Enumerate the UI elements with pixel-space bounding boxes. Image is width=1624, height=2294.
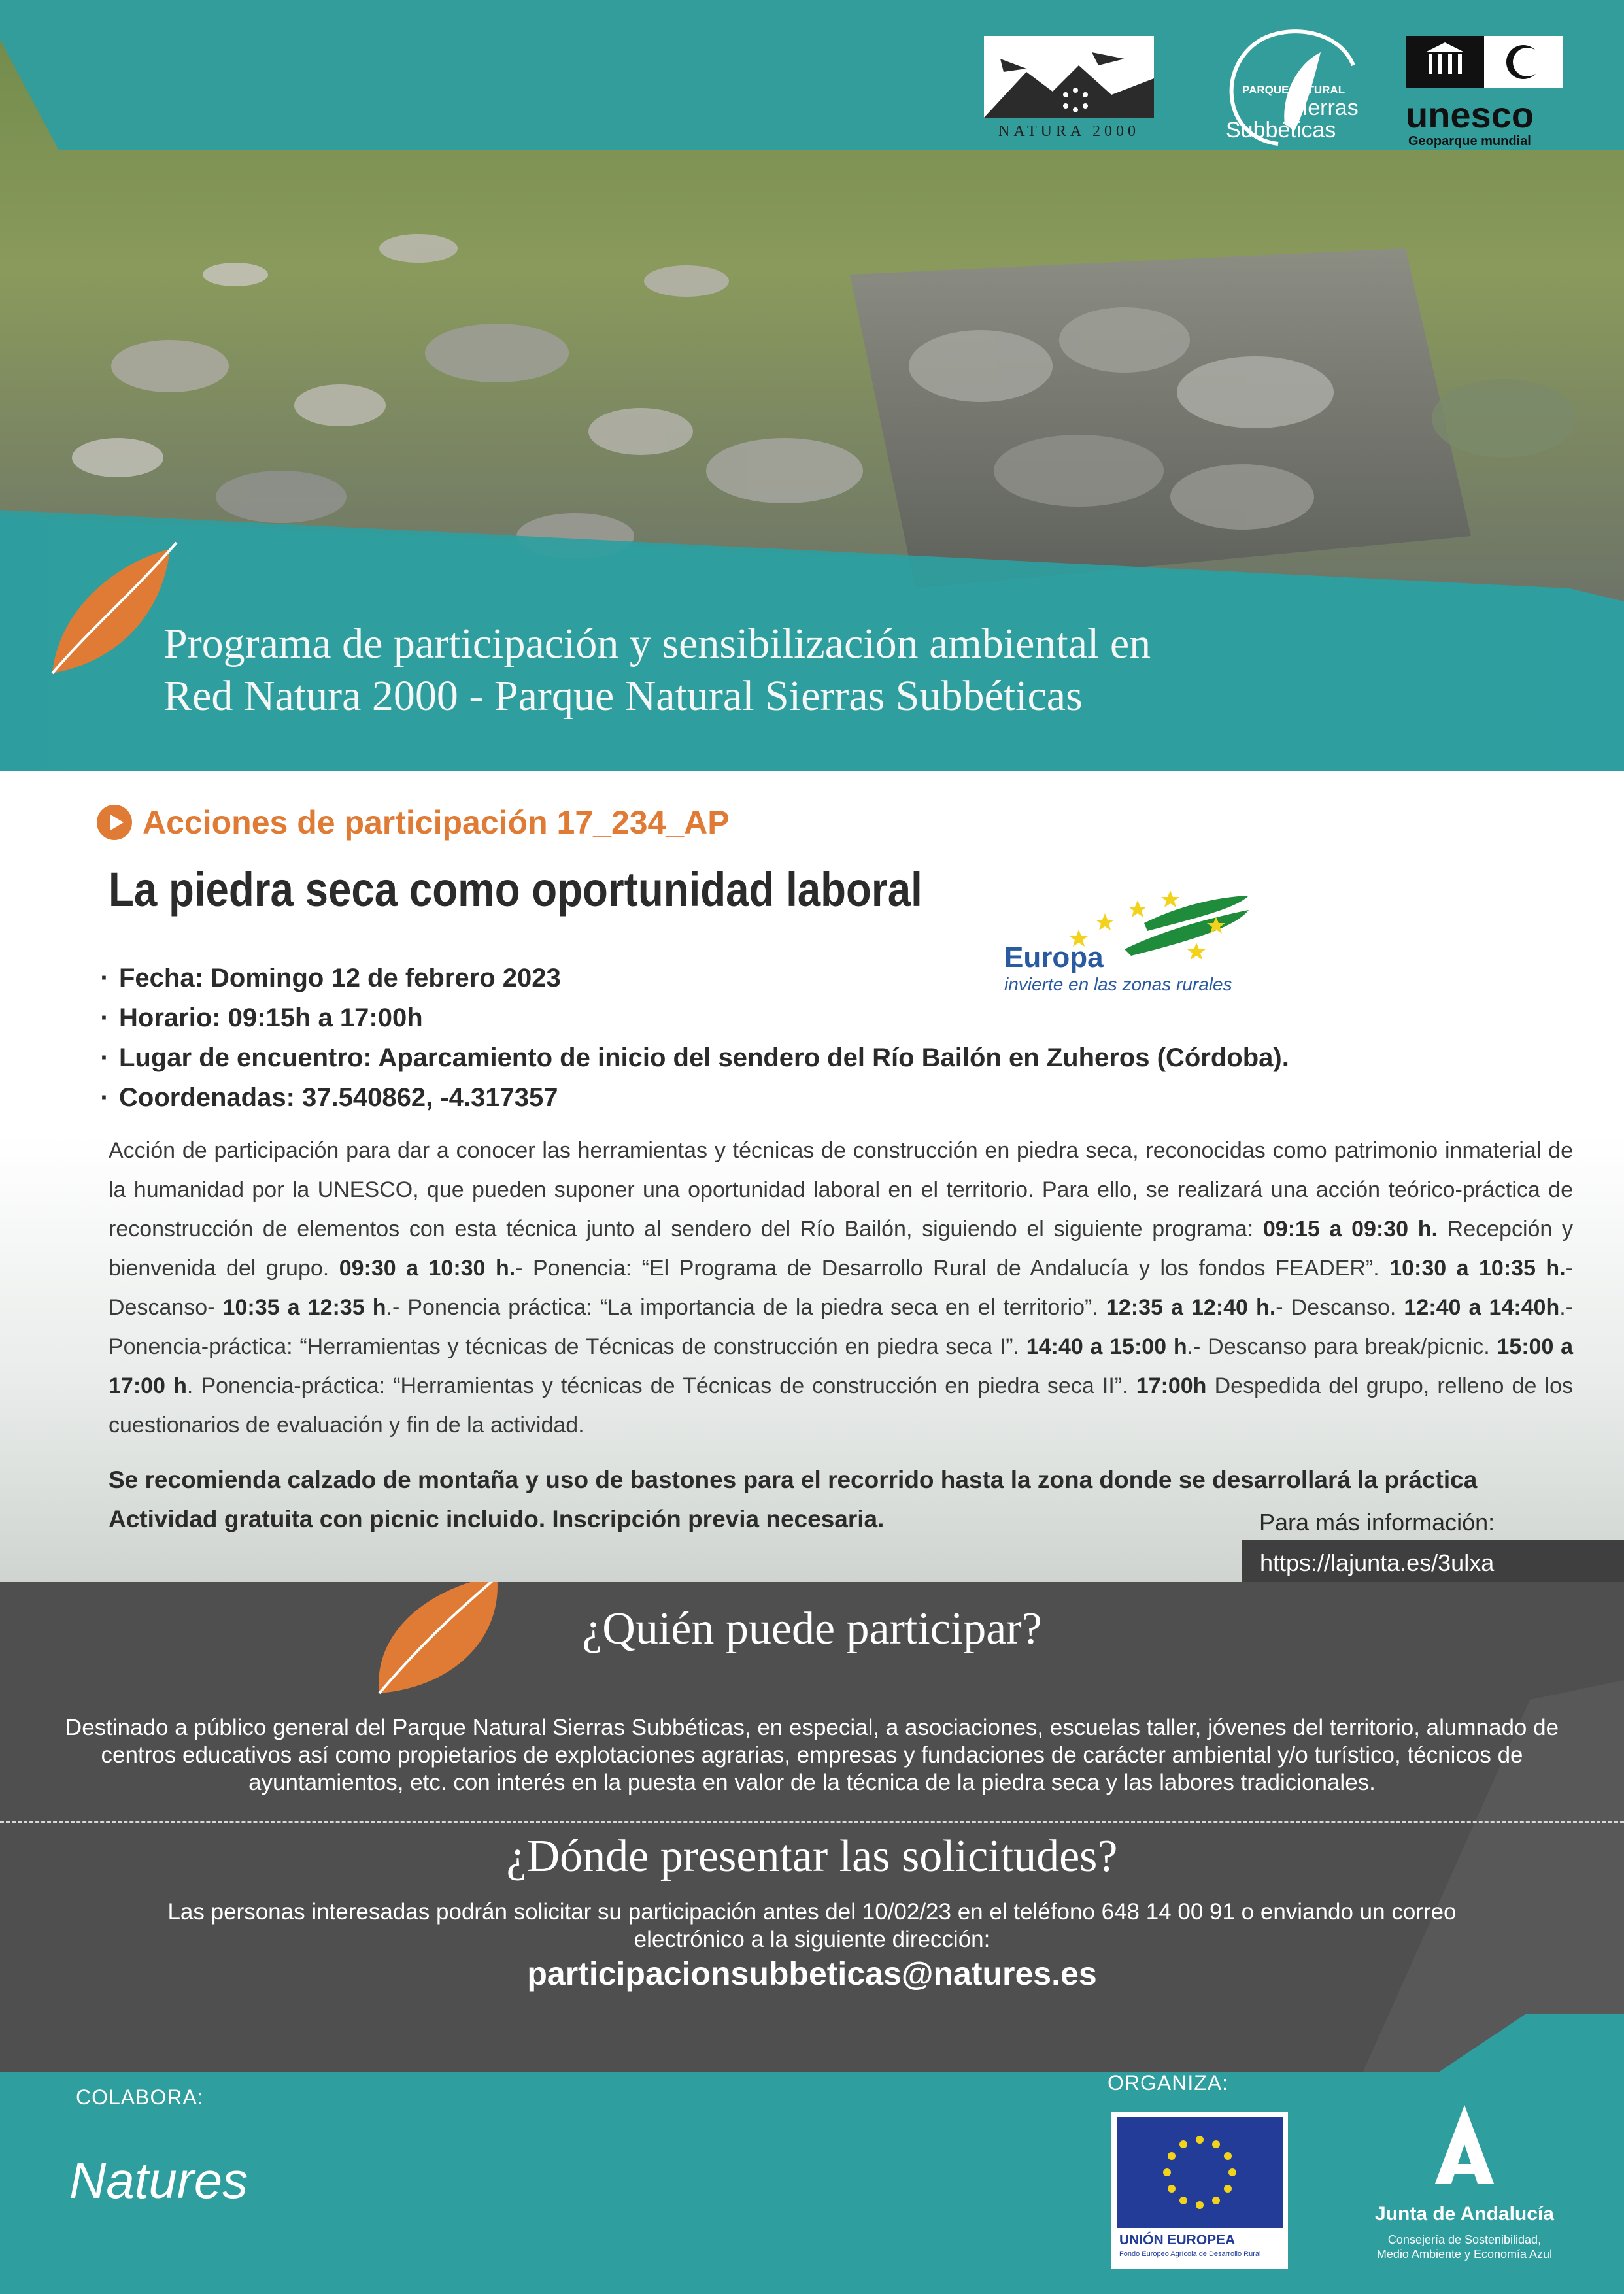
program-title	[163, 618, 1569, 722]
program-title-line1: Programa de participación y sensibilización ambiental en	[163, 620, 1151, 667]
bullet: ·	[100, 964, 109, 992]
more-info-url-band	[1242, 1540, 1624, 1586]
footer-edge	[0, 2014, 1624, 2092]
eu-flag-icon	[1117, 2117, 1283, 2228]
schedule-time: 12:35 a 12:40 h.	[1106, 1295, 1276, 1320]
section-heading-text: Acciones de participación 17_234_AP	[143, 804, 730, 841]
detail-schedule: · Horario: 09:15h a 17:00h	[98, 998, 1289, 1038]
junta-andalucia-logo: Junta de Andalucía Consejería de Sostenibilidad, Medio Ambiente y Economía Azul	[1353, 2099, 1576, 2269]
natures-logo: Natures	[69, 2151, 248, 2209]
play-icon	[97, 805, 132, 840]
dry-stone-wall	[850, 248, 1471, 588]
description-text: Despedida del grupo, relleno de los cuestionarios de evaluación y fin de la actividad.	[109, 1374, 1573, 1438]
colabora-label: COLABORA:	[76, 2085, 204, 2109]
who-text: Destinado a público general del Parque Natural Sierras Subbéticas, en especial, a asociaciones, escuelas taller, jóvenes del territorio, alumnado de centros educativos así como propietarios de explotaciones agrarias, empresas y fundaciones de carácter ambiental y/o turístico, técnicos de ayuntamientos, etc. con interés en la puesta en valor de la técnica de la piedra seca y las labores tradicionales.	[65, 1715, 1559, 1795]
schedule-time: 12:40 a 14:40h	[1404, 1295, 1560, 1320]
where-title: ¿Dónde presentar las solicitudes?	[506, 1831, 1118, 1881]
bullet: ·	[100, 1004, 109, 1032]
detail-date: · Fecha: Domingo 12 de febrero 2023	[98, 958, 1289, 998]
description-text: .- Descanso para break/picnic.	[1187, 1334, 1497, 1359]
bullet: ·	[100, 1083, 109, 1112]
section-heading	[97, 803, 730, 842]
free-activity-note: Actividad gratuita con picnic incluido. Inscripción previa necesaria.	[109, 1506, 885, 1532]
description-text: - Descanso.	[1276, 1295, 1404, 1320]
description-text: - Ponencia: “El Programa de Desarrollo Rural de Andalucía y los fondos FEADER”.	[515, 1256, 1390, 1281]
schedule-time: 17:00h	[1136, 1374, 1207, 1398]
detail-meeting-point: · Lugar de encuentro: Aparcamiento de inicio del sendero del Río Bailón en Zuheros (Córdoba).	[98, 1038, 1289, 1078]
unesco-logo: unesco Geoparque mundial	[1406, 36, 1569, 154]
parque-natural-logo: PARQUE NATURAL Sierras Subbéticas	[1216, 26, 1366, 150]
bullet: ·	[100, 1043, 109, 1072]
natura2000-logo: NATURA 2000	[981, 33, 1157, 144]
where-text: Las personas interesadas podrán solicitar su participación antes del 10/02/23 en el teléfono 648 14 00 91 o enviando un correo electrónico a la siguiente dirección:	[167, 1899, 1457, 1952]
eu-feader-logo: UNIÓN EUROPEA Fondo Europeo Agrícola de Desarrollo Rural	[1111, 2112, 1288, 2269]
schedule-time: 10:30 a 10:35 h.	[1389, 1256, 1566, 1281]
logo-band	[0, 0, 1624, 150]
description-text: .- Ponencia-práctica: “Herramientas y técnicas de Técnicas de construcción en piedra seca I”.	[109, 1295, 1573, 1359]
schedule-time: 09:15 a 09:30 h.	[1262, 1217, 1438, 1241]
program-title-line2: Red Natura 2000 - Parque Natural Sierras Subbéticas	[163, 672, 1083, 720]
activity-description	[109, 1131, 1573, 1445]
description-text: - Descanso-	[109, 1256, 1573, 1320]
contact-email[interactable]: participacionsubbeticas@natures.es	[527, 1955, 1097, 1992]
schedule-time: 10:35 a 12:35 h	[222, 1295, 386, 1320]
section-divider	[0, 1821, 1624, 1823]
junta-andalucia-icon	[1353, 2099, 1576, 2203]
description-text: Acción de participación para dar a conocer las herramientas y técnicas de construcción en piedra seca, reconocidas como patrimonio inmaterial de la humanidad por la UNESCO, que pueden suponer una oportunidad laboral en el territorio. Para ello, se realizará una acción teórico-práctica de reconstrucción de elementos con esta técnica junto al sendero del Río Bailón, siguiendo el siguiente programa:	[109, 1138, 1573, 1241]
more-info-label: Para más información:	[1259, 1509, 1495, 1536]
europa-invierte-logo: Europa invierte en las zonas rurales	[1000, 877, 1262, 1008]
recommendation-text: Se recomienda calzado de montaña y uso de bastones para el recorrido hasta la zona donde se desarrollará la práctica	[109, 1466, 1478, 1493]
schedule-time: 15:00 a 17:00 h	[109, 1334, 1574, 1398]
schedule-time: 14:40 a 15:00 h	[1026, 1334, 1187, 1359]
description-text: .- Ponencia práctica: “La importancia de la piedra seca en el territorio”.	[386, 1295, 1106, 1320]
activity-details	[98, 958, 1289, 1118]
description-text: Recepción y bienvenida del grupo.	[109, 1217, 1574, 1281]
organiza-label: ORGANIZA:	[1108, 2071, 1229, 2095]
more-info-link[interactable]: https://lajunta.es/3ulxa	[1260, 1549, 1495, 1576]
hero-banner	[0, 0, 1624, 771]
description-text: . Ponencia-práctica: “Herramientas y técnicas de Técnicas de construcción en piedra seca II”.	[186, 1374, 1136, 1398]
activity-title: La piedra seca como oportunidad laboral	[109, 862, 922, 917]
schedule-time: 09:30 a 10:30 h.	[339, 1256, 516, 1281]
detail-coordinates: · Coordenadas: 37.540862, -4.317357	[98, 1078, 1289, 1118]
who-title: ¿Quién puede participar?	[582, 1604, 1042, 1654]
